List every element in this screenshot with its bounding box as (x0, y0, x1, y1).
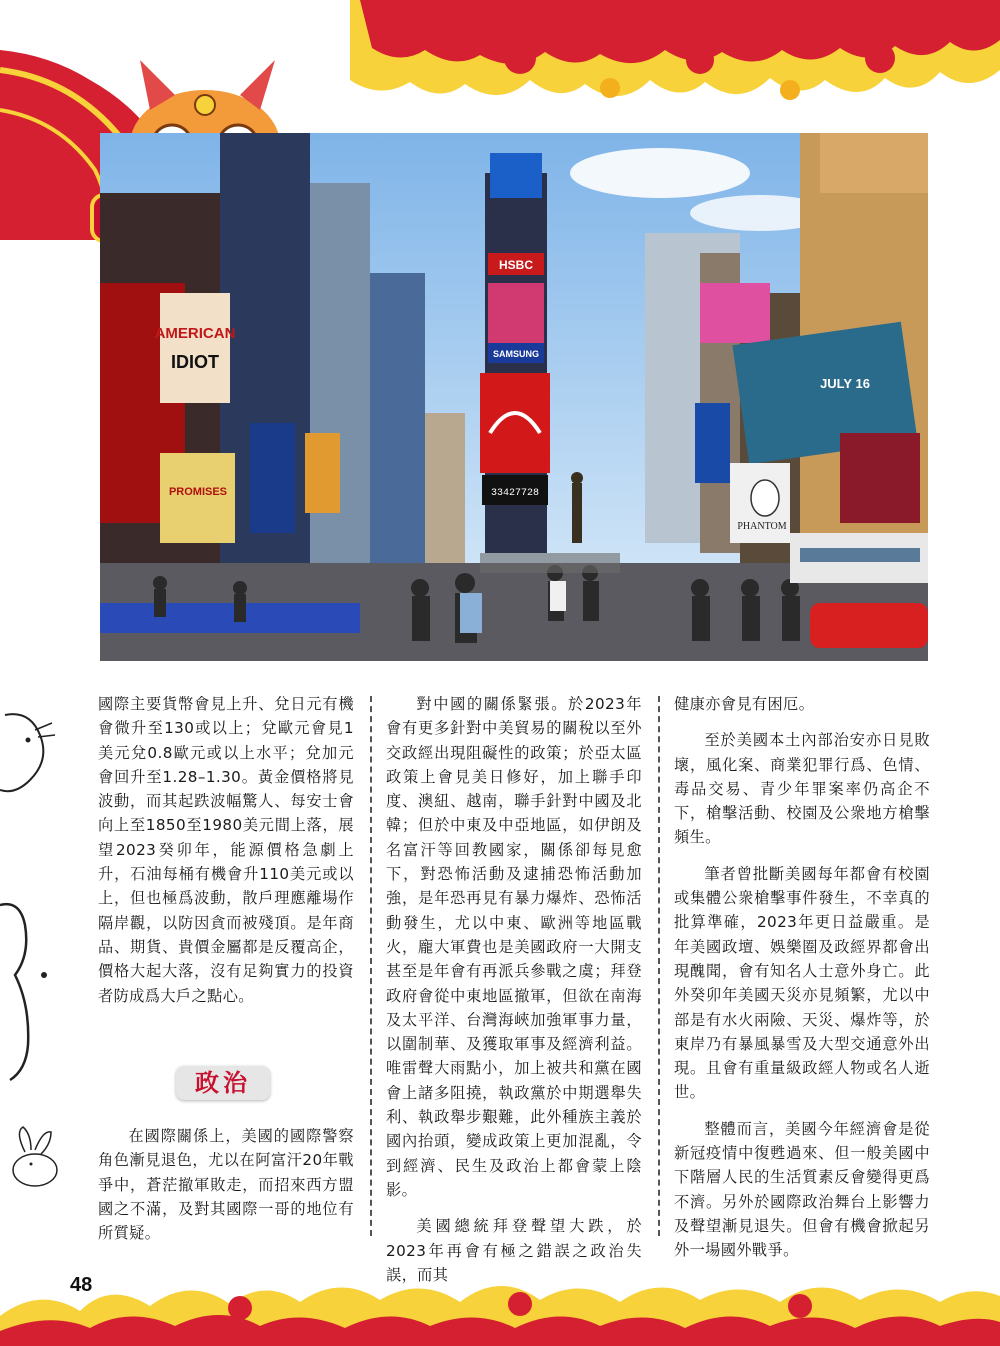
paragraph: 在國際關係上，美國的國際警察角色漸見退色，尤以在阿富汗20年戰爭中，蒼茫撤軍敗走，而招來西方盟國之不滿，及對其國際一哥的地位有所質疑。 (98, 1127, 354, 1243)
paragraph: 整體而言，美國今年經濟會是從新冠疫情中復甦過來、但一般美國中下階層人民的生活質素反會變得更爲不濟。另外於國際政治舞台上影響力及聲望漸見退失。但會有機會掀起另外一場國外戰爭。 (674, 1119, 930, 1260)
debt-counter-sign: 33427728 (490, 488, 540, 499)
page-number: 48 (70, 1274, 93, 1296)
times-square-photo (100, 133, 928, 661)
paragraph: 美國總統拜登聲望大跌，於2023年再會有極之錯誤之政治失誤，而其 (386, 1217, 642, 1284)
column-divider-right (658, 696, 660, 1236)
paragraph: 筆者曾批斷美國每年都會有校園或集體公衆槍擊事件發生，不幸真的批算準確，2023年更日益嚴重。是年美國政壇、娛樂圈及政經界都會出現醜聞，會有知名人士意外身亡。此外癸卯年美國天災亦見頻繁，尤以中部是有水火兩險、天災、爆炸等，於東岸乃有暴風暴雪及大型交通意外出現。且會有重量級政經人物或名人逝世。 (674, 864, 930, 1102)
paragraph: 健康亦會見有困厄。 (674, 695, 815, 713)
rabbit-sketch-icon (0, 895, 55, 1085)
phantom-sign: PHANTOM (737, 521, 787, 532)
rabbit-sketch-icon (5, 1122, 65, 1192)
rabbit-sketch-icon (0, 705, 60, 805)
article-column-1 (98, 692, 354, 1020)
samsung-sign: SAMSUNG (492, 349, 540, 359)
column-divider-left (370, 696, 372, 1236)
paragraph: 至於美國本土內部治安亦日見敗壞，風化案、商業犯罪行爲、色情、毒品交易、青少年罪案率仍高企不下，槍擊活動、校園及公衆地方槍擊頻生。 (674, 731, 930, 847)
article-column-1-lower (98, 1124, 354, 1245)
hsbc-sign: HSBC (498, 258, 534, 272)
july-16-sign: JULY 16 (820, 376, 870, 391)
article-column-3 (674, 692, 930, 1275)
bottom-cloud-decoration (0, 1256, 1000, 1346)
article-column-2 (386, 692, 642, 1299)
american-idiot-sign: AMERICAN (154, 325, 236, 342)
section-heading-politics: 政治 (176, 1066, 270, 1100)
promises-sign: PROMISES (168, 486, 228, 498)
paragraph: 國際主要貨幣會見上升、兌日元有機會微升至130或以上；兌歐元會見1美元兌0.8歐元或以上水平；兌加元會回升至1.28–1.30。黃金價格將見波動，而其起跌波幅驚人、每安士會向上至1850至1980美元間上落，展望2023癸卯年，能源價格急劇上升，石油每桶有機會升110美元或以上，但也極爲波動，散戶理應離場作隔岸觀，以防因貪而被殘頂。是年商品、期貨、貴價金屬都是反覆高企，價格大起大落，沒有足夠實力的投資者防成爲大戶之點心。 (98, 695, 354, 1005)
paragraph: 對中國的關係緊張。於2023年會有更多針對中美貿易的關稅以至外交政經出現阻礙性的政策；於亞太區政策上會見美日修好，加上聯手印度、澳紐、越南，聯手針對中國及北韓；但於中東及中亞地區，如伊朗及名富汗等回教國家，關係卻每見愈下，對恐怖活動及逮捕恐怖活動加強，是年恐再見有暴力爆炸、恐怖活動發生，尤以中東、歐洲等地區戰火，龐大軍費也是美國政府一大開支甚至是年會有再派兵參戰之虞；拜登政府會從中東地區撤軍，但欲在南海及太平洋、台灣海峽加強軍事力量，以圍制華、及獲取軍事及經濟利益。唯雷聲大雨點小，加上被共和黨在國會上諸多阻撓，執政黨於中期選舉失利、執政舉步艱難，此外種族主義於國內抬頭，變成政策上更加混亂，令到經濟、民生及政治上都會蒙上陰影。 (386, 695, 642, 1199)
svg-text:IDIOT: IDIOT (171, 352, 219, 372)
